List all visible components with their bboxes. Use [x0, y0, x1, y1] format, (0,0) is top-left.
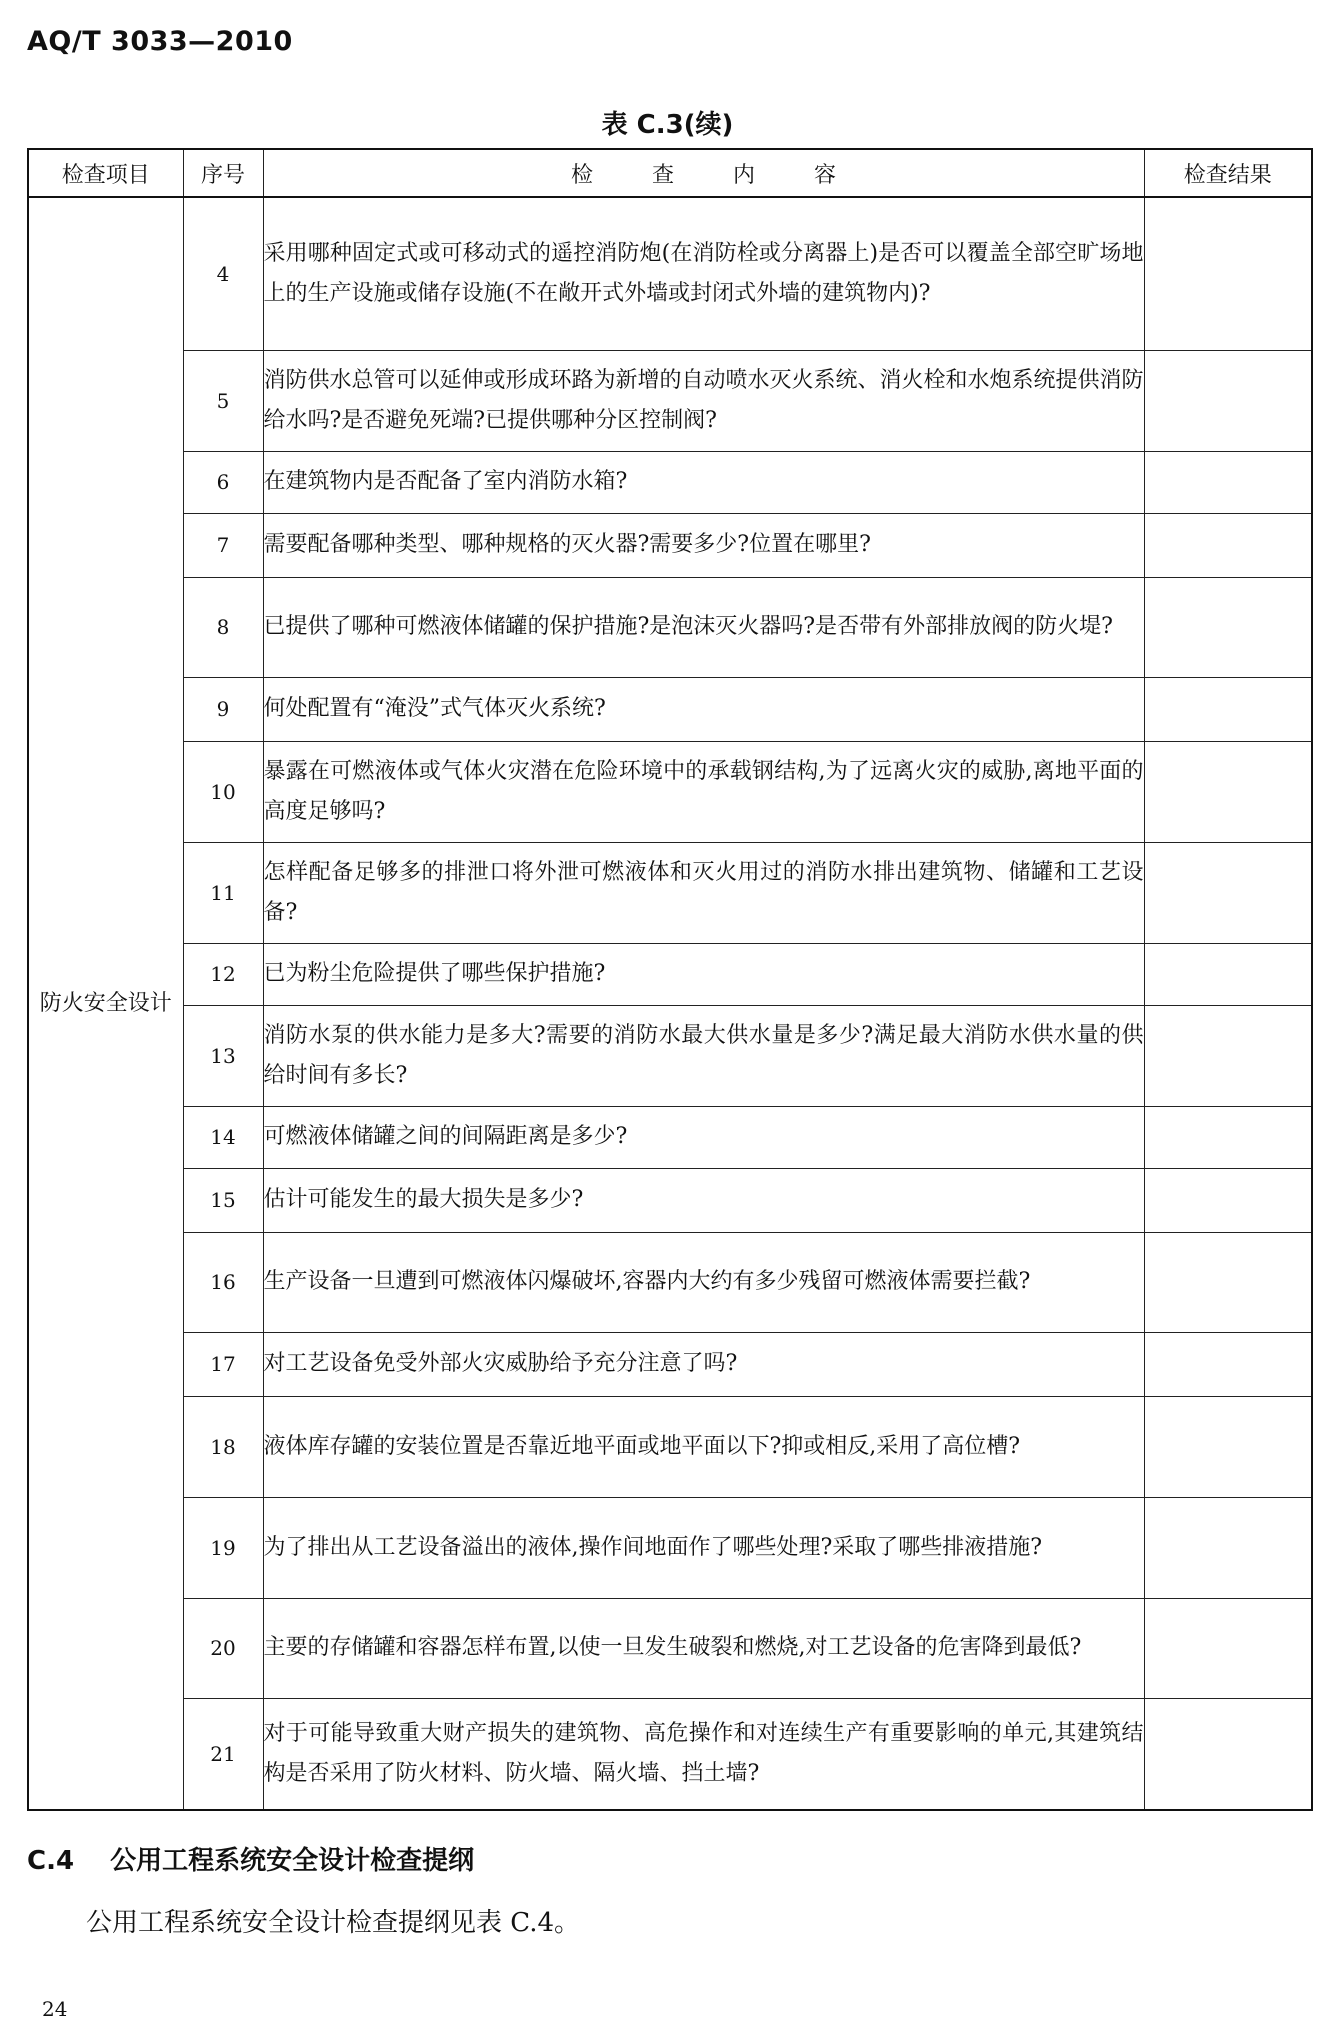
row-number: 7: [183, 513, 263, 577]
row-result: [1144, 741, 1312, 842]
header-item: 检查项目: [28, 149, 183, 197]
table-row: [28, 197, 1312, 350]
row-number: 19: [183, 1497, 263, 1598]
row-result: [1144, 577, 1312, 677]
row-result: [1144, 677, 1312, 741]
row-content: 液体库存罐的安装位置是否靠近地平面或地平面以下?抑或相反,采用了高位槽?: [263, 1396, 1144, 1497]
table-row: [28, 1168, 1312, 1232]
row-result: [1144, 1598, 1312, 1698]
row-content: 估计可能发生的最大损失是多少?: [263, 1168, 1144, 1232]
section-heading: [27, 1840, 474, 1877]
row-number: 14: [183, 1106, 263, 1168]
row-result: [1144, 1698, 1312, 1810]
row-result: [1144, 513, 1312, 577]
row-content: 何处配置有“淹没”式气体灭火系统?: [263, 677, 1144, 741]
section-paragraph: 公用工程系统安全设计检查提纲见表 C.4。: [86, 1908, 581, 1938]
table-row: [28, 1332, 1312, 1396]
row-content: 采用哪种固定式或可移动式的遥控消防炮(在消防栓或分离器上)是否可以覆盖全部空旷场地上的生产设施或储存设施(不在敞开式外墙或封闭式外墙的建筑物内)?: [263, 197, 1144, 350]
row-result: [1144, 842, 1312, 943]
table-row: [28, 677, 1312, 741]
row-content: 暴露在可燃液体或气体火灾潜在危险环境中的承载钢结构,为了远离火灾的威胁,离地平面的高度足够吗?: [263, 741, 1144, 842]
row-result: [1144, 1396, 1312, 1497]
row-number: 15: [183, 1168, 263, 1232]
table-row: [28, 1497, 1312, 1598]
row-number: 4: [183, 197, 263, 350]
category-cell: 防火安全设计: [28, 197, 183, 1810]
row-result: [1144, 1332, 1312, 1396]
row-content: 怎样配备足够多的排泄口将外泄可燃液体和灭火用过的消防水排出建筑物、储罐和工艺设备?: [263, 842, 1144, 943]
row-number: 5: [183, 350, 263, 451]
table-row: [28, 1106, 1312, 1168]
table-row: [28, 451, 1312, 513]
table-row: [28, 1598, 1312, 1698]
row-number: 18: [183, 1396, 263, 1497]
row-result: [1144, 1168, 1312, 1232]
table-row: [28, 350, 1312, 451]
row-content: 对于可能导致重大财产损失的建筑物、高危操作和对连续生产有重要影响的单元,其建筑结构是否采用了防火材料、防火墙、隔火墙、挡土墙?: [263, 1698, 1144, 1810]
table-row: [28, 1396, 1312, 1497]
row-content: 需要配备哪种类型、哪种规格的灭火器?需要多少?位置在哪里?: [263, 513, 1144, 577]
row-number: 11: [183, 842, 263, 943]
row-result: [1144, 1497, 1312, 1598]
row-result: [1144, 1005, 1312, 1106]
row-number: 21: [183, 1698, 263, 1810]
header-result: 检查结果: [1144, 149, 1312, 197]
row-number: 10: [183, 741, 263, 842]
page-number: 24: [42, 1997, 68, 2021]
table-row: [28, 842, 1312, 943]
table-header-row: [28, 149, 1312, 197]
header-content: 检 查 内 容: [263, 149, 1144, 197]
table-row: [28, 1005, 1312, 1106]
section-number: C.4: [27, 1846, 75, 1876]
row-content: 消防供水总管可以延伸或形成环路为新增的自动喷水灭火系统、消火栓和水炮系统提供消防给水吗?是否避免死端?已提供哪种分区控制阀?: [263, 350, 1144, 451]
row-result: [1144, 1232, 1312, 1332]
table-row: [28, 513, 1312, 577]
header-no: 序号: [183, 149, 263, 197]
row-content: 为了排出从工艺设备溢出的液体,操作间地面作了哪些处理?采取了哪些排液措施?: [263, 1497, 1144, 1598]
row-number: 6: [183, 451, 263, 513]
row-content: 在建筑物内是否配备了室内消防水箱?: [263, 451, 1144, 513]
row-number: 20: [183, 1598, 263, 1698]
row-number: 16: [183, 1232, 263, 1332]
table-row: [28, 1232, 1312, 1332]
row-content: 可燃液体储罐之间的间隔距离是多少?: [263, 1106, 1144, 1168]
row-content: 已为粉尘危险提供了哪些保护措施?: [263, 943, 1144, 1005]
table-row: [28, 1698, 1312, 1810]
row-content: 消防水泵的供水能力是多大?需要的消防水最大供水量是多少?满足最大消防水供水量的供给时间有多长?: [263, 1005, 1144, 1106]
section-title: 公用工程系统安全设计检查提纲: [110, 1846, 475, 1876]
row-content: 已提供了哪种可燃液体储罐的保护措施?是泡沫灭火器吗?是否带有外部排放阀的防火堤?: [263, 577, 1144, 677]
table-row: [28, 577, 1312, 677]
row-content: 对工艺设备免受外部火灾威胁给予充分注意了吗?: [263, 1332, 1144, 1396]
row-number: 17: [183, 1332, 263, 1396]
row-content: 主要的存储罐和容器怎样布置,以使一旦发生破裂和燃烧,对工艺设备的危害降到最低?: [263, 1598, 1144, 1698]
row-number: 9: [183, 677, 263, 741]
row-result: [1144, 451, 1312, 513]
row-result: [1144, 943, 1312, 1005]
row-result: [1144, 350, 1312, 451]
checklist-table: [27, 148, 1313, 1811]
standard-code: AQ/T 3033—2010: [27, 26, 293, 57]
row-number: 8: [183, 577, 263, 677]
row-content: 生产设备一旦遭到可燃液体闪爆破坏,容器内大约有多少残留可燃液体需要拦截?: [263, 1232, 1144, 1332]
table-row: [28, 943, 1312, 1005]
table-row: [28, 741, 1312, 842]
row-number: 13: [183, 1005, 263, 1106]
row-result: [1144, 197, 1312, 350]
table-title: 表 C.3(续): [601, 110, 734, 140]
row-result: [1144, 1106, 1312, 1168]
row-number: 12: [183, 943, 263, 1005]
